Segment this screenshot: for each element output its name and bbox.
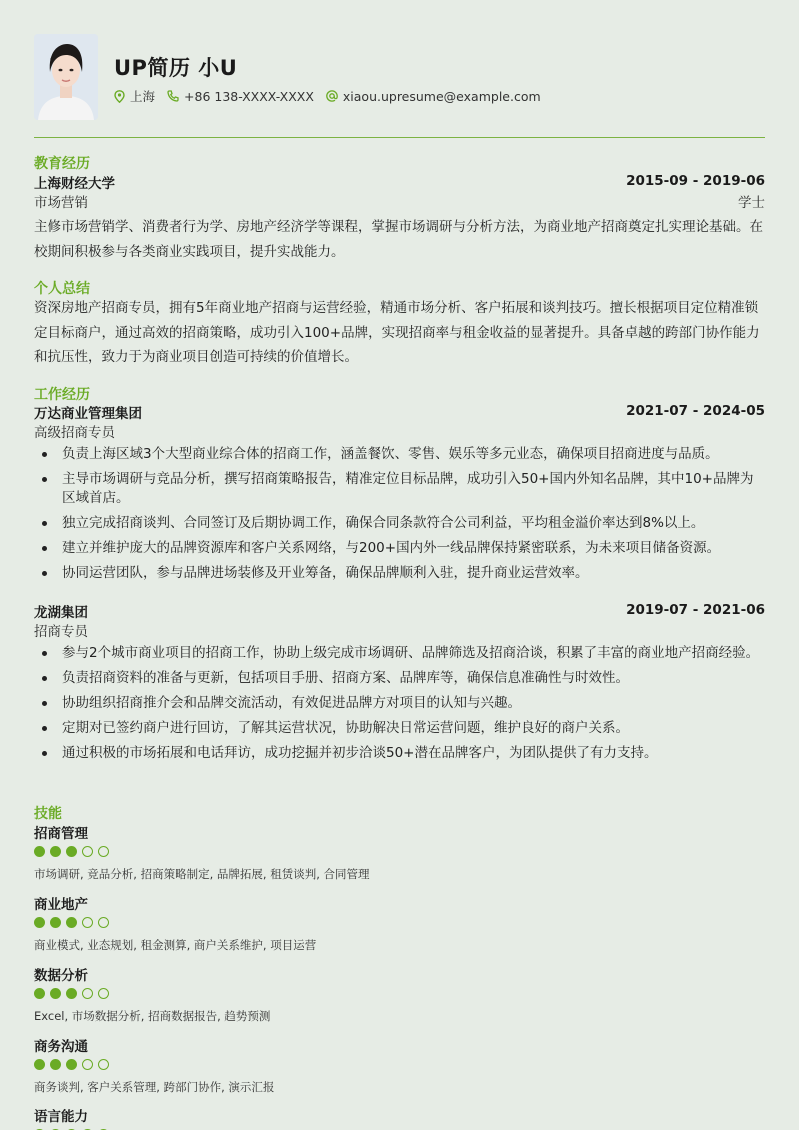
skill-name: 商务沟通 <box>34 1039 88 1055</box>
job-company: 龙湖集团 <box>34 605 88 621</box>
contact-email[interactable] <box>326 89 541 104</box>
rating-dot-empty <box>98 846 109 857</box>
job-dates: 2021-07 - 2024-05 <box>626 403 765 419</box>
skill-item <box>34 822 765 882</box>
email-text: xiaou.upresume@example.com <box>342 88 541 104</box>
rating-dot-filled <box>34 917 45 928</box>
rating-dot-filled <box>66 988 77 999</box>
contact-location <box>114 87 155 105</box>
at-sign-icon <box>326 90 338 102</box>
rating-dot-filled <box>34 846 45 857</box>
list-item: 通过积极的市场拓展和电话拜访，成功挖掘并初步洽谈50+潜在品牌客户，为团队提供了有力支持。 <box>34 744 765 763</box>
contact-phone <box>167 89 314 104</box>
rating-dot-filled <box>50 917 61 928</box>
skill-rating <box>34 846 765 858</box>
rating-dot-filled <box>50 846 61 857</box>
education-dates: 2015-09 - 2019-06 <box>626 173 765 189</box>
skill-rating <box>34 988 765 1000</box>
candidate-name: UP简历 小U <box>114 56 238 80</box>
education-section-title: 教育经历 <box>34 156 90 172</box>
education-description: 主修市场营销学、消费者行为学、房地产经济学等课程，掌握市场调研与分析方法，为商业地产招商奠定扎实理论基础。在校期间积极参与各类商业实践项目，提升实战能力。 <box>34 219 763 260</box>
list-item: 负责上海区域3个大型商业综合体的招商工作，涵盖餐饮、零售、娱乐等多元业态，确保项目招商进度与品质。 <box>34 445 765 464</box>
list-item: 建立并维护庞大的品牌资源库和客户关系网络，与200+国内外一线品牌保持紧密联系，为未来项目储备资源。 <box>34 539 765 558</box>
rating-dot-filled <box>66 917 77 928</box>
list-item: 协同运营团队，参与品牌进场装修及开业筹备，确保品牌顺利入驻，提升商业运营效率。 <box>34 564 765 583</box>
rating-dot-filled <box>50 1059 61 1070</box>
rating-dot-empty <box>98 1059 109 1070</box>
skill-description: 商务谈判, 客户关系管理, 跨部门协作, 演示汇报 <box>34 1080 275 1094</box>
skill-name: 招商管理 <box>34 826 88 842</box>
skill-item <box>34 1035 765 1095</box>
job-role: 高级招商专员 <box>34 425 115 441</box>
education-degree: 学士 <box>738 195 765 211</box>
skill-name: 语言能力 <box>34 1109 88 1125</box>
rating-dot-filled <box>66 846 77 857</box>
experience-section-title: 工作经历 <box>34 387 90 403</box>
rating-dot-empty <box>82 1059 93 1070</box>
skill-name: 数据分析 <box>34 968 88 984</box>
skill-description: 商业模式, 业态规划, 租金测算, 商户关系维护, 项目运营 <box>34 938 317 952</box>
avatar <box>34 34 98 120</box>
rating-dot-empty <box>82 988 93 999</box>
skill-item <box>34 964 765 1024</box>
job-bullets <box>34 644 765 769</box>
header-divider <box>34 137 765 138</box>
list-item: 协助组织招商推介会和品牌交流活动，有效促进品牌方对项目的认知与兴趣。 <box>34 694 765 713</box>
rating-dot-filled <box>34 988 45 999</box>
rating-dot-empty <box>82 917 93 928</box>
list-item: 主导市场调研与竞品分析，撰写招商策略报告，精准定位目标品牌，成功引入50+国内外知名品牌，其中10+品牌为区域首店。 <box>34 470 765 508</box>
rating-dot-filled <box>66 1059 77 1070</box>
resume-header <box>34 34 765 120</box>
list-item: 独立完成招商谈判、合同签订及后期协调工作，确保合同条款符合公司利益，平均租金溢价率达到8%以上。 <box>34 514 765 533</box>
skill-rating <box>34 917 765 929</box>
skill-description: 市场调研, 竞品分析, 招商策略制定, 品牌拓展, 租赁谈判, 合同管理 <box>34 867 370 881</box>
location-text: 上海 <box>130 89 156 104</box>
job-dates: 2019-07 - 2021-06 <box>626 602 765 618</box>
phone-text: +86 138-XXXX-XXXX <box>184 88 314 104</box>
phone-icon <box>167 90 179 102</box>
job-company: 万达商业管理集团 <box>34 406 142 422</box>
rating-dot-empty <box>98 917 109 928</box>
rating-dot-filled <box>34 1059 45 1070</box>
skill-name: 商业地产 <box>34 897 88 913</box>
education-major: 市场营销 <box>34 195 88 211</box>
rating-dot-empty <box>82 846 93 857</box>
rating-dot-filled <box>50 988 61 999</box>
skill-rating <box>34 1059 765 1071</box>
summary-text: 资深房地产招商专员，拥有5年商业地产招商与运营经验，精通市场分析、客户拓展和谈判技巧。擅长根据项目定位精准锁定目标商户，通过高效的招商策略，成功引入100+品牌，实现招商率与租金收益的显著提升。具备卓越的跨部门协作能力和抗压性，致力于为商业项目创造可持续的价值增长。 <box>34 300 760 365</box>
school-name: 上海财经大学 <box>34 176 115 192</box>
job-bullets <box>34 445 765 589</box>
summary-section-title: 个人总结 <box>34 281 90 297</box>
contact-info <box>114 87 553 105</box>
skills-section-title: 技能 <box>34 806 62 822</box>
skill-description: Excel, 市场数据分析, 招商数据报告, 趋势预测 <box>34 1009 271 1023</box>
rating-dot-empty <box>98 988 109 999</box>
list-item: 负责招商资料的准备与更新，包括项目手册、招商方案、品牌库等，确保信息准确性与时效性。 <box>34 669 765 688</box>
skill-item <box>34 893 765 953</box>
job-role: 招商专员 <box>34 624 88 640</box>
list-item: 定期对已签约商户进行回访，了解其运营状况，协助解决日常运营问题，维护良好的商户关系。 <box>34 719 765 738</box>
list-item: 参与2个城市商业项目的招商工作，协助上级完成市场调研、品牌筛选及招商洽谈，积累了丰富的商业地产招商经验。 <box>34 644 765 663</box>
location-pin-icon <box>114 90 125 103</box>
skill-item <box>34 1105 765 1130</box>
